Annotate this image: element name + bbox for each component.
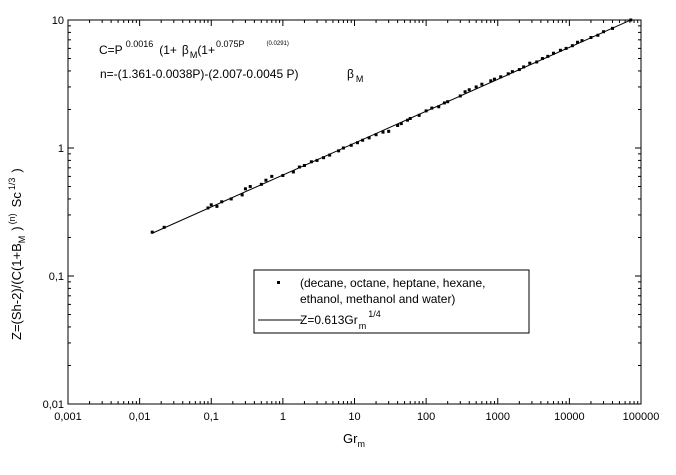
x-tick-label: 0,01: [128, 411, 151, 423]
y-tick-label: 10: [51, 15, 64, 27]
y-tick-label: 0,01: [42, 399, 64, 411]
x-tick-label: 1000: [485, 411, 510, 423]
y-axis-title-sub: M: [17, 235, 27, 244]
y-axis-title-tail: Sc: [9, 192, 24, 208]
exponent-n-equation: [100, 67, 298, 81]
data-point: [249, 185, 252, 188]
y-axis-title-end: ): [9, 168, 24, 173]
c-eq-close: (1+: [197, 43, 215, 57]
y-axis-title-main: Z=(Sh-2)/(C(1+B: [9, 243, 24, 340]
y-axis-title-tail-sup: 1/3: [7, 177, 17, 191]
correlation-c-equation: [99, 39, 289, 60]
legend-marker-label-1: (decane, octane, heptane, hexane,: [300, 276, 486, 290]
x-tick-label: 100000: [622, 411, 660, 423]
c-eq-mid: (1+: [159, 43, 177, 57]
legend-line-label-sub: m: [358, 321, 367, 331]
legend-marker-symbol: [277, 281, 280, 284]
data-point: [264, 179, 267, 182]
c-eq-beta-sub: M: [189, 50, 198, 60]
data-point: [244, 187, 247, 190]
data-point: [210, 203, 213, 206]
data-layer: [151, 19, 633, 234]
x-tick-label: 0,001: [54, 411, 82, 423]
x-tick-label: 0,1: [203, 411, 219, 423]
data-point: [480, 83, 483, 86]
x-tick-label: 1: [279, 411, 286, 423]
data-point: [464, 90, 467, 93]
legend-line-label-sup: 1/4: [368, 309, 381, 319]
legend-line-label-main: Z=0.613Gr: [300, 313, 358, 327]
data-point: [387, 130, 390, 133]
x-tick-label: 100: [416, 411, 436, 423]
y-axis-title-mid: ): [9, 226, 24, 231]
c-eq-beta: β: [181, 43, 189, 57]
n-eq-text: n=-(1.361-0.0038P)-(2.007-0.0045 P): [100, 67, 299, 81]
n-eq-beta: β: [347, 67, 354, 81]
x-axis-title-main: Gr: [343, 431, 358, 446]
x-tick-label: 10000: [554, 411, 585, 423]
legend: [254, 270, 529, 333]
y-axis-title: [7, 168, 27, 340]
x-axis-title-sub: m: [357, 439, 365, 449]
data-point: [468, 88, 471, 91]
x-tick-label: 10: [348, 411, 361, 423]
y-axis-title-sup: (n): [7, 213, 17, 225]
n-eq-beta-sub: M: [355, 74, 364, 84]
data-point: [270, 175, 273, 178]
x-axis-title: [343, 431, 365, 449]
c-eq-exp3: (0.0291): [266, 41, 289, 47]
exponent-n-beta: [347, 67, 363, 84]
fit-line: [152, 19, 632, 233]
c-eq-exp2: 0.075P: [216, 39, 245, 49]
y-tick-label: 0,1: [48, 271, 64, 283]
c-eq-exp1: 0.0016: [125, 39, 154, 49]
y-tick-label: 1: [57, 143, 64, 155]
legend-marker-label-2: ethanol, methanol and water): [300, 292, 456, 306]
c-eq-pre: C=P: [99, 43, 123, 57]
